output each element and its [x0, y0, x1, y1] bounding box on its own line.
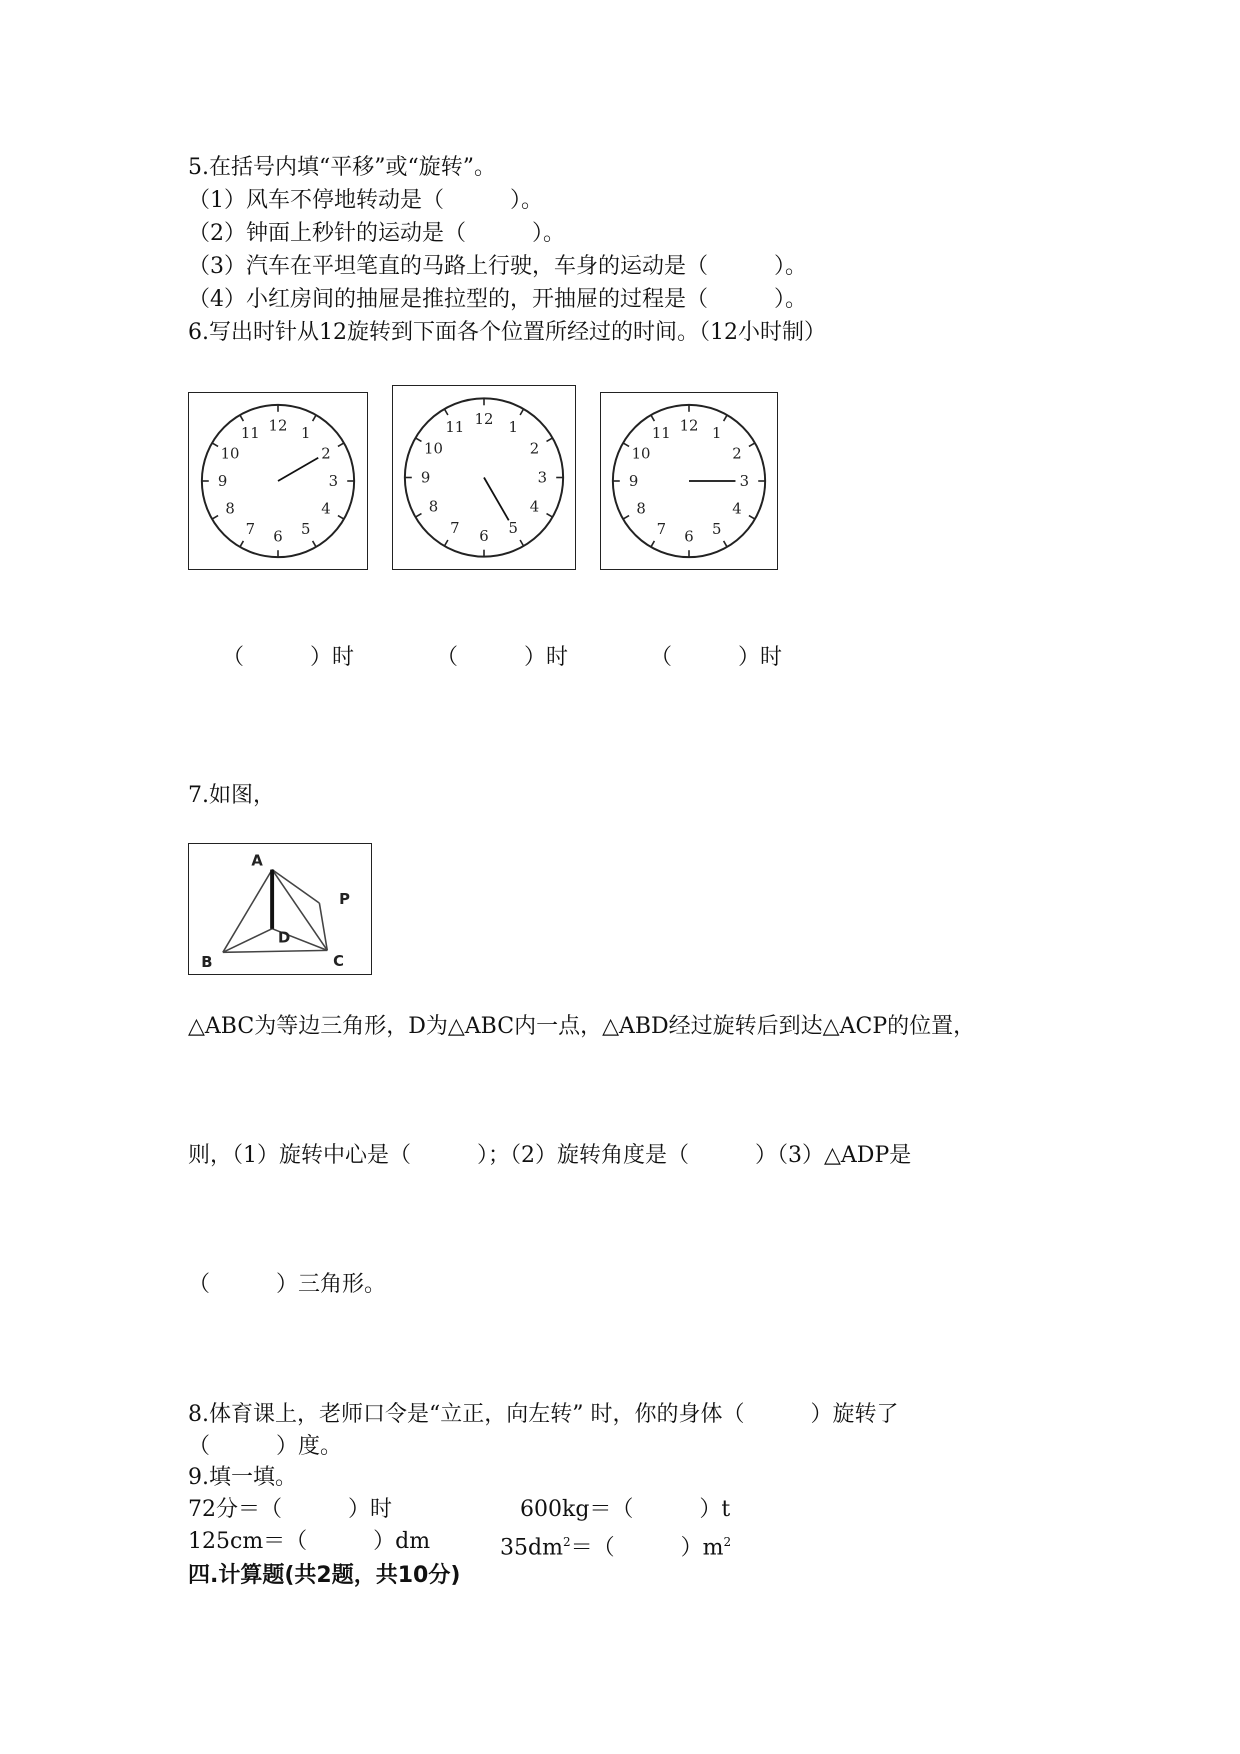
clock-2	[392, 385, 576, 570]
clock-number: 8	[636, 500, 646, 518]
label-b: B	[201, 954, 213, 972]
clock-tick	[415, 514, 421, 517]
clock-3	[600, 392, 778, 570]
clock-tick	[313, 415, 316, 421]
clock-number: 12	[679, 417, 699, 435]
clock-number: 10	[220, 445, 240, 463]
clock-tick	[444, 540, 447, 546]
q7-title: 7.如图，	[188, 783, 275, 808]
clock-tick	[547, 514, 553, 517]
clock-number: 7	[450, 519, 460, 537]
segment-bc	[223, 950, 327, 952]
clock-tick	[651, 415, 654, 421]
clock-number: 11	[240, 424, 260, 442]
clock-number: 6	[479, 527, 489, 545]
clock-number: 2	[732, 445, 742, 463]
clock-tick	[212, 443, 218, 446]
label-d: D	[278, 929, 291, 947]
clock-tick	[749, 516, 755, 519]
clock-tick	[444, 409, 447, 415]
q8-line-1: 8.体育课上，老师口令是“立正，向左转” 时，你的身体（ ）旋转了	[188, 1402, 899, 1427]
clock-tick	[313, 541, 316, 547]
clock-number: 9	[420, 469, 431, 487]
clock-number: 11	[651, 424, 671, 442]
q7-line-2: 则，（1）旋转中心是（ ）；（2）旋转角度是（ ）（3）△ADP是	[188, 1143, 912, 1168]
clock-tick	[212, 516, 218, 519]
clock-number: 10	[631, 445, 651, 463]
clock-number: 6	[273, 528, 283, 546]
clock-number: 3	[537, 469, 548, 487]
clock-number: 1	[508, 418, 518, 436]
clock-tick	[338, 516, 344, 519]
triangle-figure	[188, 843, 372, 975]
q9-row1-a: 72分＝（ ）时	[188, 1497, 392, 1522]
clock-number: 4	[732, 500, 742, 518]
clock-number: 5	[300, 520, 311, 538]
clock-number: 8	[225, 500, 235, 518]
q9-title: 9.填一填。	[188, 1465, 297, 1490]
q7-line-1: △ABC为等边三角形，D为△ABC内一点，△ABD经过旋转后到达△ACP的位置，	[188, 1014, 976, 1039]
clock-tick	[338, 443, 344, 446]
q9-row2-a: 125cm＝（ ）dm	[188, 1529, 431, 1554]
clock-number: 2	[321, 445, 331, 463]
q6-answer-2: （ ）时	[436, 645, 569, 670]
label-p: P	[339, 891, 350, 909]
clock-tick	[520, 409, 523, 415]
clock-hour-hand	[484, 478, 509, 521]
clock-number: 6	[684, 528, 694, 546]
q6-answer-1: （ ）时	[222, 645, 355, 670]
clock-number: 10	[424, 440, 443, 458]
q5-item-1: （1）风车不停地转动是（ ）。	[188, 188, 543, 213]
q5-item-2: （2）钟面上秒针的运动是（ ）。	[188, 221, 565, 246]
q7-line-3: （ ）三角形。	[188, 1272, 387, 1297]
segment-ap	[272, 870, 319, 903]
clock-tick	[651, 541, 654, 547]
clock-number: 9	[628, 472, 639, 490]
q5-item-4: （4）小红房间的抽屉是推拉型的，开抽屉的过程是（ ）。	[188, 287, 807, 312]
clock-tick	[724, 541, 727, 547]
q6-title: 6.写出时针从12旋转到下面各个位置所经过的时间。（12小时制）	[188, 320, 826, 345]
q6-answer-3: （ ）时	[650, 645, 783, 670]
clock-number: 12	[268, 417, 288, 435]
clock-number: 7	[245, 520, 256, 538]
q5-item-3: （3）汽车在平坦笔直的马路上行驶，车身的运动是（ ）。	[188, 254, 807, 279]
clock-number: 2	[529, 440, 540, 458]
clock-tick	[547, 438, 553, 441]
clock-tick	[240, 541, 243, 547]
clock-tick	[724, 415, 727, 421]
section-4-heading: 四.计算题(共2题，共10分)	[188, 1563, 461, 1588]
clock-number: 5	[711, 520, 722, 538]
clock-number: 3	[328, 472, 339, 490]
clock-number: 12	[474, 411, 494, 429]
clock-tick	[415, 438, 421, 441]
clock-number: 5	[508, 519, 518, 537]
clock-1	[188, 392, 368, 570]
clock-tick	[623, 443, 629, 446]
clock-hour-hand	[278, 458, 318, 481]
clock-number: 4	[321, 500, 331, 518]
clock-number: 1	[711, 424, 722, 442]
clock-number: 7	[656, 520, 667, 538]
q9-row2-b: $35dm^2=$（ ）$m^2$	[500, 1535, 732, 1561]
clock-number: 8	[428, 498, 439, 516]
clock-tick	[520, 540, 523, 546]
clock-number: 1	[300, 424, 311, 442]
clock-number: 4	[529, 498, 540, 516]
q5-title: 5.在括号内填“平移”或“旋转”。	[188, 155, 496, 180]
label-a: A	[251, 852, 263, 870]
clock-number: 11	[445, 418, 465, 436]
clock-tick	[240, 415, 243, 421]
clock-tick	[749, 443, 755, 446]
clock-number: 3	[739, 472, 750, 490]
q8-line-2: （ ）度。	[188, 1434, 343, 1459]
q9-row1-b: 600kg＝（ ）t	[520, 1497, 731, 1522]
label-c: C	[333, 953, 345, 971]
clock-number: 9	[217, 472, 228, 490]
clock-tick	[623, 516, 629, 519]
